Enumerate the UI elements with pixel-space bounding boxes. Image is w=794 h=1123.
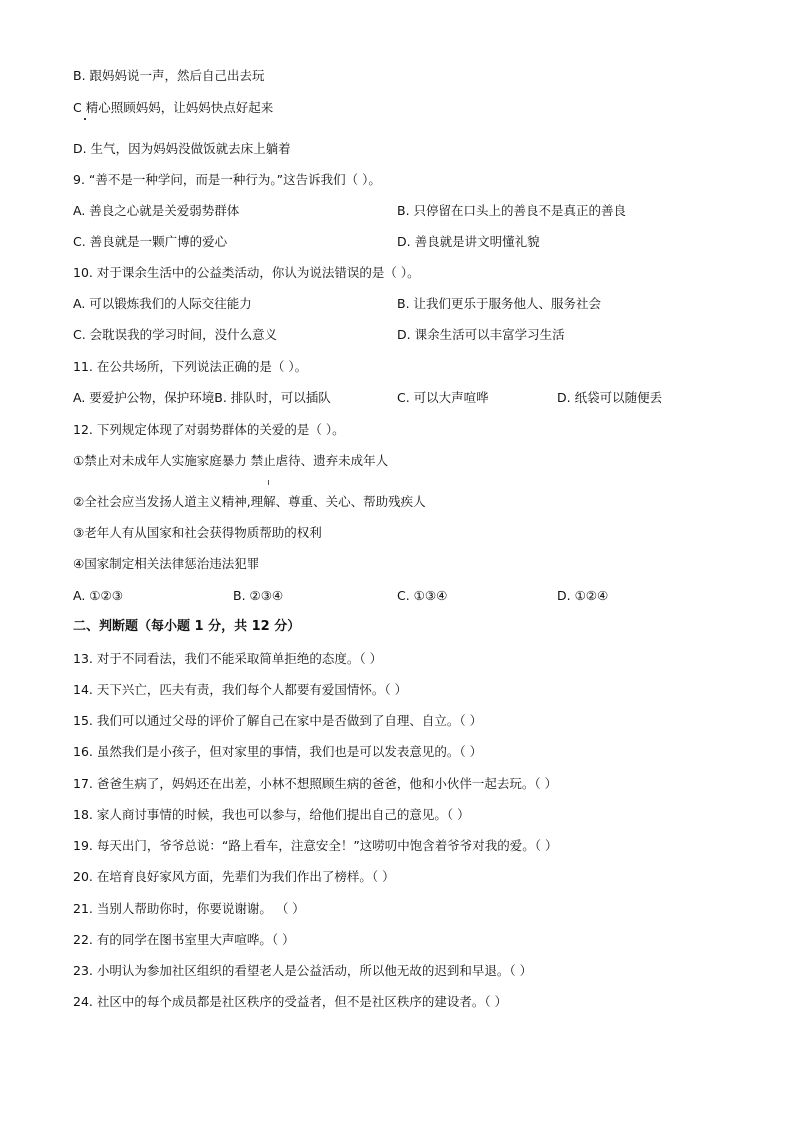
- q12-option-d: D. ①②④: [557, 588, 609, 603]
- q12-option-c: C. ①③④: [397, 588, 448, 603]
- q12-item-3: ③老年人有从国家和社会获得物质帮助的权利: [73, 525, 322, 540]
- q12-item-1: ①禁止对未成年人实施家庭暴力 禁止虐待、遗弃未成年人: [73, 453, 389, 468]
- judgment-item: 22. 有的同学在图书室里大声喧哗。（ ）: [73, 932, 295, 947]
- q9-stem: 9. “善不是一种学问，而是一种行为。”这告诉我们（ ）。: [73, 172, 381, 187]
- q9-option-b: B. 只停留在口头上的善良不是真正的善良: [397, 203, 627, 218]
- judgment-item: 16. 虽然我们是小孩子，但对家里的事情，我们也是可以发表意见的。（ ）: [73, 744, 483, 759]
- q8-option-c: C 精心照顾妈妈，让妈妈快点好起来: [73, 100, 274, 115]
- judgment-item: 13. 对于不同看法，我们不能采取简单拒绝的态度。（ ）: [73, 651, 383, 666]
- q8-option-d: D. 生气，因为妈妈没做饭就去床上躺着: [73, 141, 291, 156]
- q9-option-d: D. 善良就是讲文明懂礼貌: [397, 234, 540, 249]
- q11-option-c: C. 可以大声喧哗: [397, 390, 489, 405]
- q11-option-d: D. 纸袋可以随便丢: [557, 390, 663, 405]
- q11-stem: 11. 在公共场所，下列说法正确的是（ ）。: [73, 359, 308, 374]
- q10-option-b: B. 让我们更乐于服务他人、服务社会: [397, 296, 602, 311]
- judgment-item: 17. 爸爸生病了，妈妈还在出差，小林不想照顾生病的爸爸，他和小伙伴一起去玩。（ ）: [73, 776, 558, 791]
- q12-option-a: A. ①②③: [73, 588, 123, 603]
- judgment-item: 19. 每天出门，爷爷总说：“路上看车，注意安全！”这唠叨中饱含着爷爷对我的爱。（ ）: [73, 838, 558, 853]
- q10-stem: 10. 对于课余生活中的公益类活动，你认为说法错误的是（ ）。: [73, 265, 420, 280]
- q10-option-d: D. 课余生活可以丰富学习生活: [397, 327, 565, 342]
- judgment-item: 21. 当别人帮助你时，你要说谢谢。 （ ）: [73, 901, 305, 916]
- judgment-item: 14. 天下兴亡，匹夫有责，我们每个人都要有爱国情怀。（ ）: [73, 682, 408, 697]
- q12-stem: 12. 下列规定体现了对弱势群体的关爱的是（ ）。: [73, 422, 345, 437]
- judgment-item: 18. 家人商讨事情的时候，我也可以参与，给他们提出自己的意见。（ ）: [73, 807, 470, 822]
- q10-option-c: C. 会耽误我的学习时间，没什么意义: [73, 327, 278, 342]
- q12-item-2: ②全社会应当发扬人道主义精神,理解、尊重、关心、帮助残疾人: [73, 494, 426, 509]
- q9-option-a: A. 善良之心就是关爱弱势群体: [73, 203, 240, 218]
- scan-mark: [268, 480, 269, 485]
- scan-mark: [84, 118, 86, 120]
- judgment-item: 20. 在培育良好家风方面，先辈们为我们作出了榜样。（ ）: [73, 869, 395, 884]
- judgment-item: 15. 我们可以通过父母的评价了解自己在家中是否做到了自理、自立。（ ）: [73, 713, 483, 728]
- q8-option-b: B. 跟妈妈说一声，然后自己出去玩: [73, 68, 265, 83]
- judgment-item: 24. 社区中的每个成员都是社区秩序的受益者，但不是社区秩序的建设者。（ ）: [73, 994, 508, 1009]
- q12-option-b: B. ②③④: [233, 588, 284, 603]
- judgment-item: 23. 小明认为参加社区组织的看望老人是公益活动，所以他无故的迟到和早退。（ ）: [73, 963, 533, 978]
- q11-option-a-b: A. 要爱护公物，保护环境B. 排队时，可以插队: [73, 390, 331, 405]
- q10-option-a: A. 可以锻炼我们的人际交往能力: [73, 296, 252, 311]
- q12-item-4: ④国家制定相关法律惩治违法犯罪: [73, 556, 260, 571]
- q9-option-c: C. 善良就是一颗广博的爱心: [73, 234, 228, 249]
- section-2-title: 二、判断题（每小题 1 分，共 12 分）: [73, 619, 301, 634]
